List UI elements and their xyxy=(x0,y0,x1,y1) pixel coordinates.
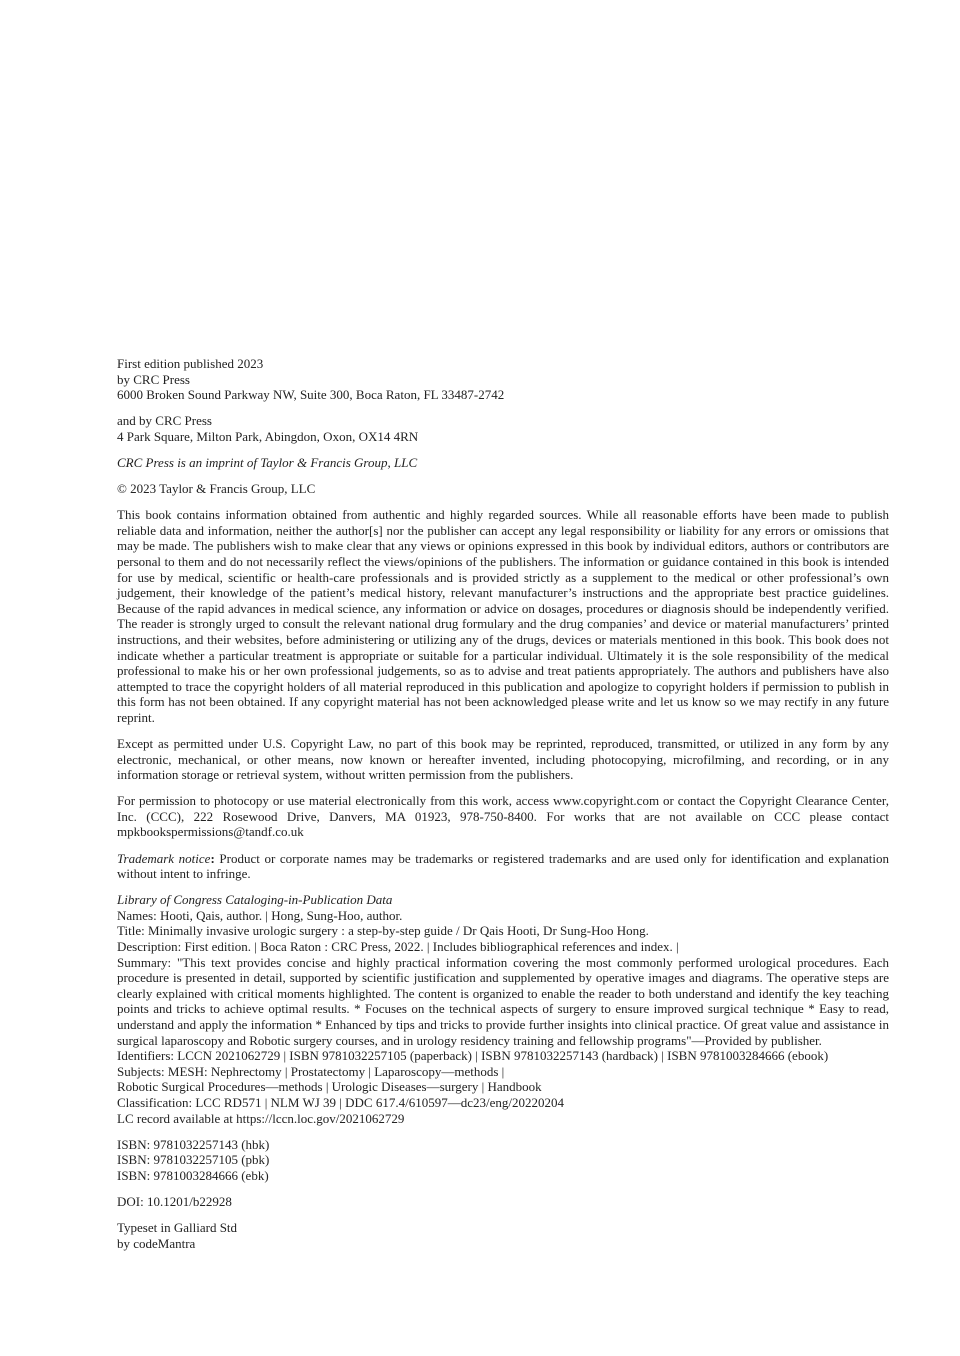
copyright-content xyxy=(117,356,889,1262)
isbn-list xyxy=(117,1137,889,1184)
doi-block xyxy=(117,1194,889,1210)
publisher-address: 6000 Broken Sound Parkway NW, Suite 300, Boca Raton, FL 33487-2742 xyxy=(117,387,505,403)
publication-info xyxy=(117,356,889,403)
typeset-font: Typeset in Galliard Std xyxy=(117,1220,238,1235)
isbn-hbk: ISBN: 9781032257143 (hbk) xyxy=(117,1136,270,1152)
imprint-notice xyxy=(117,455,889,471)
copyright-text: © 2023 Taylor & Francis Group, LLC xyxy=(117,481,316,497)
trademark-text: Product or corporate names may be trademarks or registered trademarks and are used only for identification and explanation without intent to infringe. xyxy=(117,850,889,882)
cip-lc-record: LC record available at https://lccn.loc.gov/2021062729 xyxy=(117,1110,405,1126)
second-publisher-line: and by CRC Press xyxy=(117,413,212,429)
imprint-text: CRC Press is an imprint of Taylor & Francis Group, LLC xyxy=(117,454,418,470)
isbn-pbk: ISBN: 9781032257105 (pbk) xyxy=(117,1152,270,1168)
cip-heading: Library of Congress Cataloging-in-Publication Data xyxy=(117,892,393,908)
cip-data xyxy=(117,892,889,1126)
cip-identifiers: Identifiers: LCCN 2021062729 | ISBN 9781032257105 (paperback) | ISBN 9781032257143 (hardback) | ISBN 9781003284666 (ebook) xyxy=(117,1048,829,1064)
typeset-block xyxy=(117,1220,889,1251)
trademark-colon: : xyxy=(210,850,215,866)
cip-summary: Summary: "This text provides concise and highly practical information covering the most commonly performed urological procedures. Each procedure is presented in detail, supported by scientific justification and supplemented by operative images and diagrams. The operative steps are clearly explained with critical moments highlighted. The content is organized to enable the reader to both understand and identify the key teaching points and tricks to achieve optimal results. * Focuses on the technical aspects of surgery to ensure improved surgical technique * Easy to read, understand and apply the information * Enhanced by tips and tricks to provide further insights into clinical practice. Of great value and assistance in surgical laparoscopy and Robotic surgery courses, and in urology residency training and fellowship programs"—Provided by publisher. xyxy=(117,954,889,1048)
edition-line: First edition published 2023 xyxy=(117,356,264,371)
typeset-by: by codeMantra xyxy=(117,1235,196,1251)
trademark-label: Trademark notice xyxy=(117,850,211,866)
cip-description: Description: First edition. | Boca Raton : CRC Press, 2022. | Includes bibliographical references and index. | xyxy=(117,939,679,954)
cip-title: Title: Minimally invasive urologic surgery : a step-by-step guide / Dr Qais Hooti, Dr Sung-Hoo Hong. xyxy=(117,923,649,939)
disclaimer-block xyxy=(117,507,889,725)
isbn-ebk: ISBN: 9781003284666 (ebk) xyxy=(117,1167,269,1183)
trademark-block xyxy=(117,851,889,882)
cip-subjects-line-2: Robotic Surgical Procedures—methods | Urologic Diseases—surgery | Handbook xyxy=(117,1079,542,1095)
permissions-law-paragraph: Except as permitted under U.S. Copyright Law, no part of this book may be reprinted, reproduced, transmitted, or utilized in any form by any electronic, mechanical, or other means, now known or hereafter invented, including photocopying, microfilming, and recording, or in any information storage or retrieval system, without written permission from the publishers. xyxy=(117,735,889,783)
disclaimer-paragraph: This book contains information obtained from authentic and highly regarded sources. While all reasonable efforts have been made to publish reliable data and information, neither the author[s] nor the publisher can accept any legal responsibility or liability for any errors or omissions that may be made. The publishers wish to make clear that any views or opinions expressed in this book by individual editors, authors or contributors are personal to them and do not necessarily reflect the views/opinions of the publishers. The information or guidance contained in this book is intended for use by medical, scientific or health-care professionals and is provided strictly as a supplement to the medical or other professional’s own judgement, their knowledge of the patient’s medical history, relevant manufacturer’s instructions and the appropriate best practice guidelines. Because of the rapid advances in medical science, any information or advice on dosages, procedures or diagnosis should be independently verified. The reader is strongly urged to consult the relevant national drug formulary and the drug companies’ and device or material manufacturers’ printed instructions, and their websites, before administering or utilizing any of the drugs, devices or materials mentioned in this book. This book does not indicate whether a particular treatment is appropriate or suitable for a particular individual. Ultimately it is the sole responsibility of the medical professional to make his or her own professional judgements, so as to advise and treat patients appropriately. The authors and publishers have also attempted to trace the copyright holders of all material reproduced in this publication and apologize to copyright holders if permission to publish in this form has not been obtained. If any copyright material has not been acknowledged please write and let us know so we may rectify in any future reprint. xyxy=(117,507,889,725)
second-publisher-address: 4 Park Square, Milton Park, Abingdon, Oxon, OX14 4RN xyxy=(117,428,419,444)
copyright-notice xyxy=(117,481,889,497)
cip-classification: Classification: LCC RD571 | NLM WJ 39 | DDC 617.4/610597—dc23/eng/20220204 xyxy=(117,1094,564,1110)
permissions-contact-block xyxy=(117,793,889,840)
permissions-law-block xyxy=(117,736,889,783)
second-office xyxy=(117,413,889,444)
cip-subjects-line-1: Subjects: MESH: Nephrectomy | Prostatectomy | Laparoscopy—methods | xyxy=(117,1063,505,1079)
cip-names: Names: Hooti, Qais, author. | Hong, Sung-Hoo, author. xyxy=(117,907,403,923)
publisher-line: by CRC Press xyxy=(117,371,190,387)
trademark-paragraph xyxy=(117,851,889,882)
doi-text: DOI: 10.1201/b22928 xyxy=(117,1193,232,1209)
permissions-contact-paragraph: For permission to photocopy or use material electronically from this work, access www.copyright.com or contact the Copyright Clearance Center, Inc. (CCC), 222 Rosewood Drive, Danvers, MA 01923, 978-750-8400. For works that are not available on CCC please contact mpkbookspermissions@tandf.co.uk xyxy=(117,793,889,840)
